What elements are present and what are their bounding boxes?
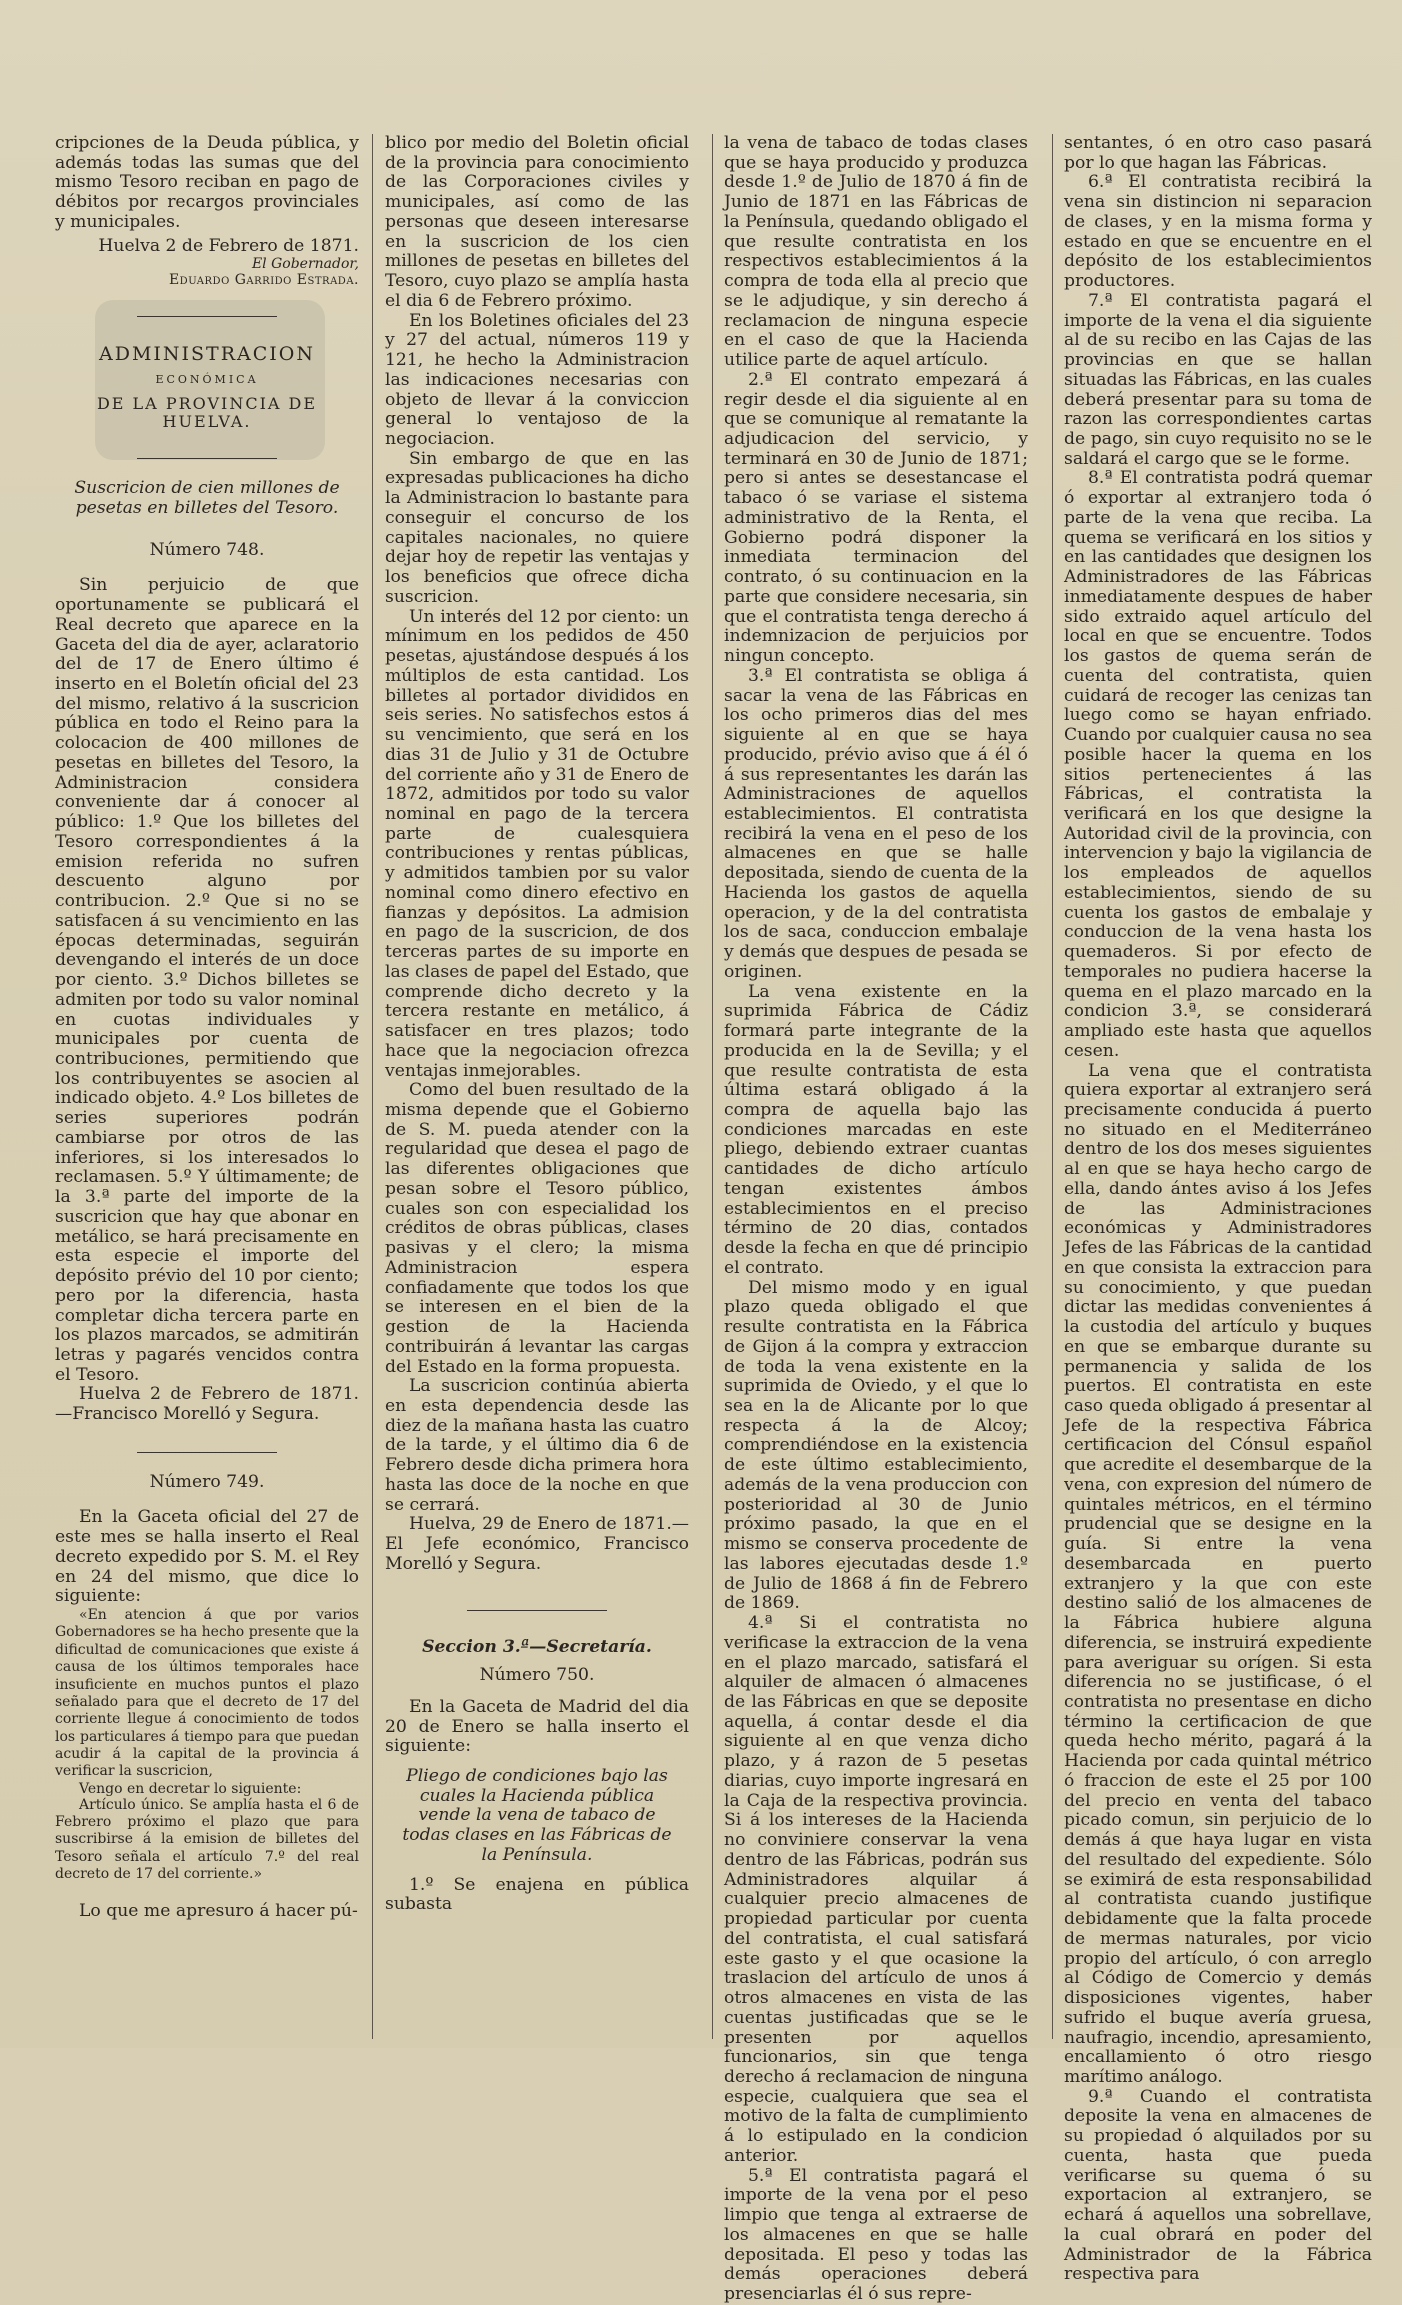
section-heading-province: DE LA PROVINCIA DE HUELVA. (96, 393, 318, 432)
paragraph: Un interés del 12 por ciento: un mínimum en los pedidos de 450 pesetas, ajustándose después á los múltiplos de esta cantidad. Los billetes al portador divididos en seis series. No satisfechos estos á su vencimiento, que será en los dias 31 de Julio y 31 de Octubre del corriente año y 31 de Enero de 1872, admitidos por todo su valor nominal en pago de la tercera parte de cualesquiera contribuciones y rentas públicas, y admitidos tambien por su valor nominal como dinero efectivo en fianzas y depósitos. La admision en pago de la suscricion, de dos terceras partes de su importe en las clases de papel del Estado, que comprende dicho decreto y la tercera restante en metálico, á satisfacer en tres plazos; todo hace que la negociacion ofrezca ventajas inmejorables. (385, 606, 689, 1081)
paragraph: Huelva 2 de Febrero de 1871. —Francisco Morelló y Segura. (55, 1384, 359, 1425)
quote: «En atencion á que por varios Gobernadores se ha hecho presente que la dificultad de comunicaciones que existe á causa de los últimos temporales hace insuficiente en muchos puntos el plazo señalado para que el decreto de 17 del corriente llegue á conocimiento de todos los particulares á tiempo para que puedan acudir á la capital de la provincia á verificar la suscricion, (55, 1607, 360, 1780)
notice-number: Número 748. (149, 539, 265, 560)
separator (55, 445, 359, 465)
paragraph: La vena que el contratista quiera exportar al extranjero será precisamente conducida á puerto no situado en el Mediterráneo dentro de los dos meses siguientes al en que se haya hecho cargo de ella, dando ántes aviso á los Jefes de las Administraciones económicas y Administradores Jefes de las Fábricas de la cantidad en que consista la extraccion para su conocimiento, y que puedan dictar las medidas convenientes á la custodia del artículo y buques en que se embarque durante su permanencia y salida de los puertos. El contratista en este caso queda obligado á presentar al Jefe de la respectiva Fábrica certificacion del Cónsul español que acredite el desembarque de la vena, con expresion del número de quintales métricos, en el término prudencial que se designe en la guía. Si entre la vena desembarcada en puerto extranjero y la que con este destino salió de los almacenes de la Fábrica hubiere alguna diferencia, se instruirá expediente para averiguar su orígen. Si esta diferencia no se justificase, ó el contratista no presentase en dicho término la certificacion de que queda hecho mérito, pagará á la Hacienda por cada quintal métrico ó fraccion de este el 25 por 100 del precio en venta del tabaco picado comun, sin perjuicio de lo demás á que haya lugar en vista del resultado del expediente. Sólo se eximirá de esta responsabilidad al contratista cuando justifique debidamente que la falta procede de mermas naturales, por vicio propio del artículo, ó con arreglo al Código de Comercio y demás disposiciones vigentes, haber sufrido el buque avería gruesa, naufragio, incendio, apresamiento, encallamiento ó otro riesgo marítimo análogo. (1064, 1060, 1372, 2087)
column-3 (724, 133, 1028, 2305)
paragraph: 8.ª El contratista podrá quemar ó exportar al extranjero toda ó parte de la vena que reciba. La quema se verificará en los sitios y en las cantidades que designen los Administradores de las Fábricas inmediatamente despues de haber sido extraido aquel artículo del local en que se encuentre. Todos los gastos de quema serán de cuenta del contratista, quien cuidará de recoger las cenizas tan luego como se hayan enfriado. Cuando por cualquier causa no sea posible hacer la quema en los sitios pertenecientes á las Fábricas, el contratista la verificará en los que designe la Autoridad civil de la provincia, con intervencion y bajo la vigilancia de los empleados de aquellos establecimientos, siendo de su cuenta los gastos de embalaje y conduccion de la vena hasta los quemaderos. Si por efecto de temporales no pudiera hacerse la quema en el plazo marcado en la condicion 3.ª, se considerará ampliado este hasta que aquellos cesen. (1064, 468, 1372, 1061)
column-2 (385, 134, 689, 2039)
paragraph: 4.ª Si el contratista no verificase la extraccion de la vena en el plazo marcado, satisfará el alquiler de almacen ó almacenes de las Fábricas en que se deposite aquella, á contar desde el dia siguiente al en que venza dicho plazo, y á razon de 5 pesetas diarias, cuyo importe ingresará en la Caja de la respectiva provincia. Si á los intereses de la Hacienda no conviniere conservar la vena dentro de las Fábricas, podrán sus Administradores alquilar á cualquier precio almacenes de propiedad particular por cuenta del contratista, el cual satisfará este gasto y el que ocasione la traslacion del artículo de unos á otros almacenes en vista de las cuentas justificadas que se le presenten por aquellos funcionarios, sin que tenga derecho á reclamacion de ninguna especie, cualquiera que sea el motivo de la falta de cumplimiento á lo estipulado en la condicion anterior. (724, 1613, 1028, 2166)
notice-number: Número 749. (149, 1471, 265, 1492)
paragraph: blico por medio del Boletin oficial de la provincia para conocimiento de las Corporaciones civiles y municipales, así como de las personas que deseen interesarse en la suscricion de los cien millones de pesetas en billetes del Tesoro, cuyo plazo se amplía hasta el dia 6 de Febrero próximo. (385, 133, 689, 311)
column-rule (1052, 134, 1053, 2039)
separator (385, 1597, 689, 1617)
paragraph: Sin perjuicio de que oportunamente se publicará el Real decreto que aparece en la Gaceta del dia de ayer, aclaratorio del de 17 de Enero último é inserto en el Boletín oficial del 23 del mismo, relativo á la suscricion pública en todo el Reino para la colocacion de 400 millones de pesetas en billetes del Tesoro, la Administracion considera conveniente dar á conocer al público: 1.º Que los billetes del Tesoro correspondientes á la emision referida no sufren descuento alguno por contribucion. 2.º Que si no se satisfacen á su vencimiento en las épocas determinadas, seguirán devengando el interés de un doce por ciento. 3.º Dichos billetes se admiten por todo su valor nominal en cuotas individuales y municipales por cuenta de contribuciones, permitiendo que los contribuyentes se asocien al indicado objeto. 4.º Los billetes de series superiores podrán cambiarse por otros de las inferiores, si los interesados lo reclamasen. 5.º Y últimamente; de la 3.ª parte del importe de la suscricion que hay que abonar en metálico, se hará precisamente en esta especie el importe del depósito prévio del 10 por ciento; pero por la diferencia, hasta completar dicha tercera parte en los plazos marcados, se admitirán letras y pagarés vencidos contra el Tesoro. (55, 575, 359, 1385)
quote: Artículo único. Se amplía hasta el 6 de Febrero próximo el plazo que para suscribirse á la emision de billetes del Tesoro señala el artículo 7.º del real decreto de 17 del corriente.» (55, 1796, 359, 1883)
notice-number: Número 750. (479, 1665, 595, 1686)
paragraph: Sin embargo de que en las expresadas publicaciones ha dicho la Administracion lo bastante para conseguir el concurso de los capitales nacionales, no quiere dejar hoy de repetir las ventajas y los beneficios que ofrece dicha suscricion. (385, 448, 689, 607)
paragraph: sentantes, ó en otro caso pasará por lo que hagan las Fábricas. (1064, 133, 1372, 173)
column-4 (1064, 133, 1372, 2285)
paragraph: En la Gaceta de Madrid del dia 20 de Enero se halla inserto el siguiente: (385, 1696, 689, 1757)
column-1 (55, 134, 359, 2039)
section-heading: ADMINISTRACION (98, 343, 315, 366)
paragraph: Huelva, 29 de Enero de 1871.—El Jefe económico, Francisco Morelló y Segura. (385, 1514, 689, 1574)
signature-date: Huelva 2 de Febrero de 1871. (98, 235, 359, 256)
paragraph: La vena existente en la suprimida Fábrica de Cádiz formará parte integrante de la producida en la de Sevilla; y el que resulte contratista de esta última estará obligado á la compra de aquella bajo las condiciones marcadas en este pliego, debiendo extraer cuantas cantidades de dicho artículo tengan existentes ámbos establecimientos en el preciso término de 20 dias, contados desde la fecha en que dé principio el contrato. (724, 981, 1028, 1278)
column-rule (712, 134, 713, 2039)
separator (55, 303, 359, 323)
paragraph: 7.ª El contratista pagará el importe de la vena el dia siguiente al de su recibo en las Cajas de las provincias en que se hallan situadas las Fábricas, en las cuales deberá presentar para su toma de razon las correspondientes cartas de pago, sin cuyo requisito no se le saldará el cargo que se le forme. (1064, 290, 1372, 469)
paragraph: 3.ª El contratista se obliga á sacar la vena de las Fábricas en los ocho primeros dias del mes siguiente al en que se haya producido, prévio aviso que á él ó á sus representantes les darán las Administraciones de aquellos establecimientos. El contratista recibirá la vena en el peso de los almacenes en que se halle depositada, siendo de cuenta de la Hacienda los gastos de aquella operacion, y de la del contratista los de saca, conduccion embalaje y demás que despues de pesada se originen. (724, 665, 1028, 982)
paragraph: Como del buen resultado de la misma depende que el Gobierno de S. M. pueda atender con la regularidad que desea el pago de las diferentes obligaciones que pesan sobre el Tesoro público, cuales son con especialidad los créditos de obras públicas, clases pasivas y el clero; la misma Administracion espera confiadamente que todos los que se interesen en el bien de la gestion de la Hacienda contribuirán á levantar las cargas del Estado en la forma propuesta. (385, 1080, 689, 1377)
subtitle: Suscricion de cien millones de pesetas en billetes del Tesoro. (74, 478, 340, 518)
paragraph: 5.ª El contratista pagará el importe de la vena por el peso limpio que tenga al extraerse de los almacenes en que se halle depositada. El peso y todas las demás operaciones deberá presenciarlas él ó sus repre- (724, 2165, 1028, 2305)
signature-name: Eduardo Garrido Estrada. (168, 272, 359, 289)
paragraph: 1.º Se enajena en pública subasta (385, 1874, 689, 1915)
section-heading-sub: ECONÓMICA (155, 373, 259, 387)
paragraph: En la Gaceta oficial del 27 de este mes se halla inserto el Real decreto expedido por S. M. el Rey en 24 del mismo, que dice lo siguiente: (55, 1507, 359, 1607)
quote: Vengo en decretar lo siguiente: (79, 1780, 302, 1797)
paragraph: Del mismo modo y en igual plazo queda obligado el que resulte contratista en la Fábrica de Gijon á la compra y extraccion de toda la vena existente en la suprimida de Oviedo, y el que lo sea en la de Alicante por lo que respecta á la de Alcoy; comprendiéndose en la existencia de este último establecimiento, además de la vena produccion con posterioridad al 30 de Junio próximo pasado, la que en el mismo se conserva procedente de las labores ejecutadas desde 1.º de Julio de 1868 á fin de Febrero de 1869. (724, 1277, 1028, 1614)
section-heading: Seccion 3.ª—Secretaría. (422, 1637, 652, 1658)
paragraph: la vena de tabaco de todas clases que se haya producido y produzca desde 1.º de Julio de 1870 á fin de Junio de 1871 en las Fábricas de la Península, quedando obligado el que resulte contratista en los respectivos establecimientos á la compra de toda ella al precio que se le adjudique, y sin derecho á reclamacion de ninguna especie en el caso de que la Hacienda utilice parte de aquel artículo. (724, 133, 1028, 371)
signature-title: El Gobernador, (251, 256, 359, 273)
paragraph: cripciones de la Deuda pública, y además todas las sumas que del mismo Tesoro reciban en pago de débitos por recargos provinciales y municipales. (55, 133, 359, 232)
paragraph: 6.ª El contratista recibirá la vena sin distincion ni separacion de clases, y en la misma forma y estado en que se encuentre en el depósito de los establecimientos productores. (1064, 172, 1372, 292)
pliego-title: Pliego de condiciones bajo las cuales la Hacienda pública vende la vena de tabaco de todas clases en las Fábricas de la Península. (402, 1766, 672, 1865)
paragraph: Lo que me apresuro á hacer pú- (79, 1900, 358, 1921)
paragraph: 9.ª Cuando el contratista deposite la vena en almacenes de su propiedad ó alquilados por su cuenta, hasta que pueda verificarse su quema ó su exportacion al extranjero, se echará á aquellos una sobrellave, la cual obrará en poder del Administrador de la Fábrica respectiva para (1064, 2086, 1372, 2285)
column-rule (372, 134, 373, 2039)
paragraph: En los Boletines oficiales del 23 y 27 del actual, números 119 y 121, he hecho la Administracion las indicaciones necesarias con objeto de llevar á la conviccion general lo ventajoso de la negociacion. (385, 310, 689, 450)
paragraph: 2.ª El contrato empezará á regir desde el dia siguiente al en que se comunique al rematante la adjudicacion del servicio, y terminará en 30 de Junio de 1871; pero si antes se desestancase el tabaco ó se variase el sistema administrativo de la Renta, el Gobierno podrá disponer la inmediata terminacion del contrato, ó su continuacion en la parte que considere necesaria, sin que el contratista tenga derecho á indemnizacion de perjuicios por ningun concepto. (724, 369, 1028, 667)
separator (55, 1439, 359, 1459)
paragraph: La suscricion continúa abierta en esta dependencia desde las diez de la mañana hasta las cuatro de la tarde, y el último dia 6 de Febrero desde dicha primera hora hasta las doce de la noche en que se cerrará. (385, 1376, 689, 1515)
